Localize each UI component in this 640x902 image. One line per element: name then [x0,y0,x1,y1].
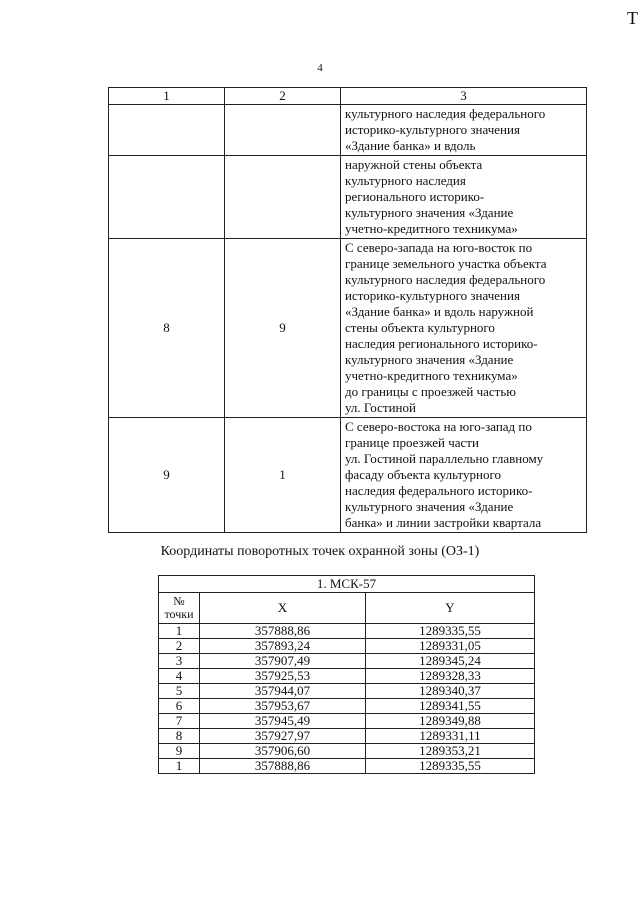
point-number-cell: 4 [159,669,200,684]
point-number-cell: 1 [159,759,200,774]
description-cell [341,239,587,418]
coordinate-row [159,669,535,684]
coordinate-row [159,759,535,774]
column-header-1: 1 [109,88,225,105]
description-line: ул. Гостиной параллельно главному [345,451,544,466]
y-coordinate-cell: 1289349,88 [366,714,535,729]
description-line: культурного наследия федерального [345,272,546,287]
x-coordinate-cell: 357888,86 [200,624,366,639]
description-line: фасаду объекта культурного [345,467,501,482]
description-line: «Здание банка» и вдоль наружной [345,304,534,319]
table-row [109,418,587,533]
x-coordinate-cell: 357888,86 [200,759,366,774]
from-point-cell [109,105,225,156]
coordinate-row [159,639,535,654]
from-point-cell: 9 [109,418,225,533]
description-line: культурного значения «Здание [345,205,514,220]
point-number-cell: 8 [159,729,200,744]
description-line: историко-культурного значения [345,122,520,137]
description-line: наследия федерального историко- [345,483,533,498]
description-line: регионального историко- [345,189,485,204]
description-line: наследия регионального историко- [345,336,538,351]
table-row [109,239,587,418]
y-coordinate-cell: 1289331,11 [366,729,535,744]
description-cell [341,156,587,239]
to-point-cell: 1 [225,418,341,533]
point-number-cell: 2 [159,639,200,654]
from-point-cell [109,156,225,239]
point-number-header [159,593,200,624]
column-header-3: 3 [341,88,587,105]
x-coordinate-cell: 357906,60 [200,744,366,759]
y-coordinate-cell: 1289341,55 [366,699,535,714]
description-line: культурного наследия [345,173,466,188]
x-coordinate-cell: 357953,67 [200,699,366,714]
description-line: наружной стены объекта [345,157,483,172]
description-line: ул. Гостиной [345,400,416,415]
description-line: банка» и линии застройки квартала [345,515,542,530]
x-header: X [200,593,366,624]
y-header: Y [366,593,535,624]
y-coordinate-cell: 1289331,05 [366,639,535,654]
description-line: историко-культурного значения [345,288,520,303]
coordinate-row [159,699,535,714]
x-coordinate-cell: 357944,07 [200,684,366,699]
point-number-cell: 6 [159,699,200,714]
coordinate-row [159,744,535,759]
y-coordinate-cell: 1289335,55 [366,624,535,639]
table-row [109,156,587,239]
description-line: границе земельного участка объекта [345,256,547,271]
point-number-symbol: № [173,594,185,608]
x-coordinate-cell: 357907,49 [200,654,366,669]
point-number-word: точки [164,607,194,621]
description-line: стены объекта культурного [345,320,495,335]
point-number-cell: 5 [159,684,200,699]
description-line: культурного значения «Здание [345,499,514,514]
coordinates-table [158,575,535,774]
description-line: учетно-кредитного техникума» [345,368,518,383]
description-line: С северо-запада на юго-восток по [345,240,533,255]
description-line: границе проезжей части [345,435,479,450]
to-point-cell [225,105,341,156]
description-line: учетно-кредитного техникума» [345,221,518,236]
x-coordinate-cell: 357945,49 [200,714,366,729]
point-number-cell: 7 [159,714,200,729]
corner-mark: Т [627,8,638,28]
y-coordinate-cell: 1289353,21 [366,744,535,759]
y-coordinate-cell: 1289345,24 [366,654,535,669]
description-line: «Здание банка» и вдоль [345,138,476,153]
column-header-2: 2 [225,88,341,105]
table-row [109,105,587,156]
coordinate-system-label: 1. МСК-57 [159,576,535,593]
border-description-table [108,87,587,533]
from-point-cell: 8 [109,239,225,418]
x-coordinate-cell: 357927,97 [200,729,366,744]
description-line: С северо-востока на юго-запад по [345,419,532,434]
coords-caption: Координаты поворотных точек охранной зоны (ОЗ-1) [160,544,480,559]
description-line: культурного значения «Здание [345,352,514,367]
x-coordinate-cell: 357893,24 [200,639,366,654]
point-number-cell: 3 [159,654,200,669]
description-cell [341,418,587,533]
description-line: до границы с проезжей частью [345,384,516,399]
point-number-cell: 9 [159,744,200,759]
to-point-cell: 9 [225,239,341,418]
x-coordinate-cell: 357925,53 [200,669,366,684]
coordinate-row [159,714,535,729]
coordinate-row [159,684,535,699]
description-line: культурного наследия федерального [345,106,546,121]
y-coordinate-cell: 1289328,33 [366,669,535,684]
point-number-cell: 1 [159,624,200,639]
table-header-row [109,88,587,105]
to-point-cell [225,156,341,239]
coordinate-row [159,624,535,639]
coordinate-row [159,654,535,669]
y-coordinate-cell: 1289340,37 [366,684,535,699]
description-cell [341,105,587,156]
page-number: 4 [317,62,323,74]
y-coordinate-cell: 1289335,55 [366,759,535,774]
coordinate-row [159,729,535,744]
